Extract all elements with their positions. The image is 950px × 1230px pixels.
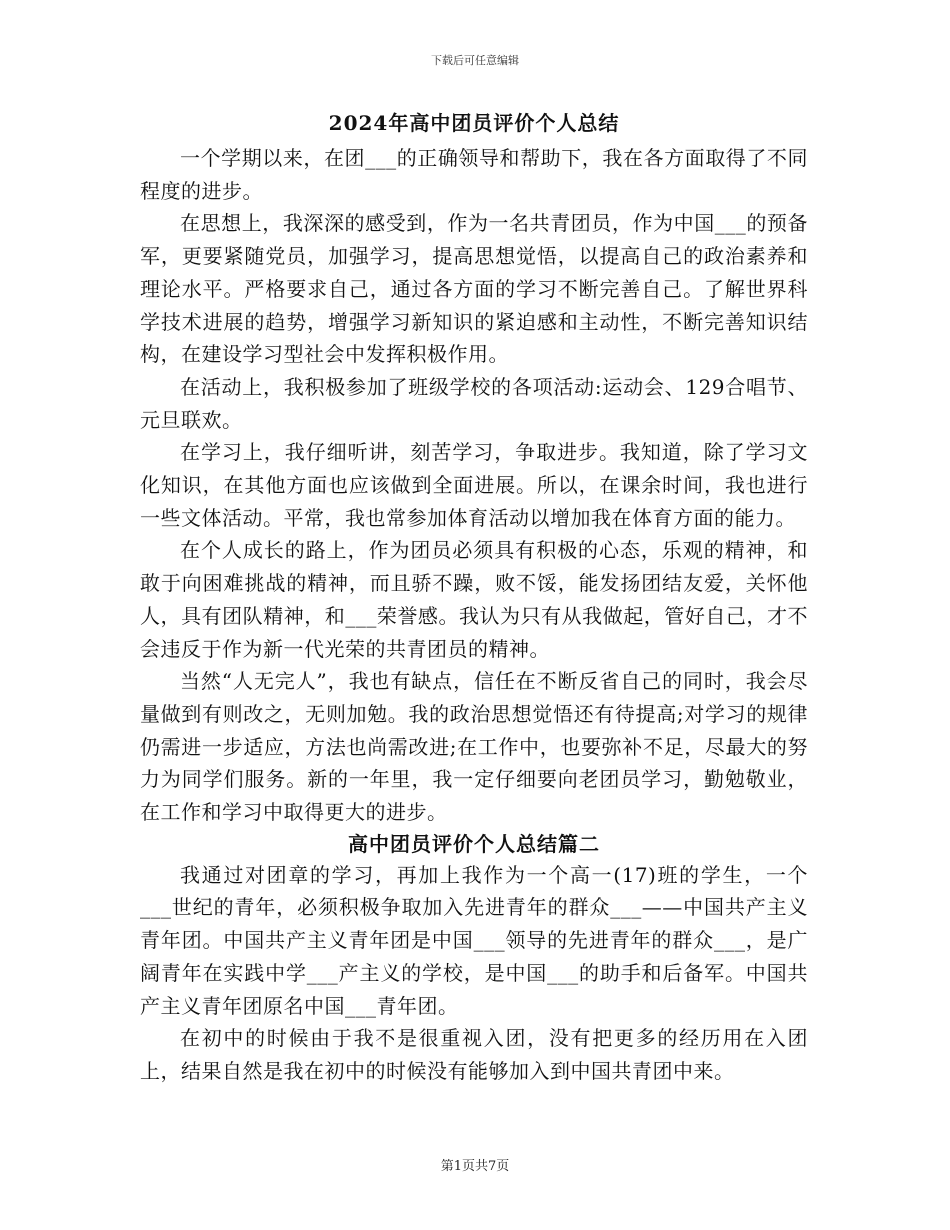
paragraph: 在学习上，我仔细听讲，刻苦学习，争取进步。我知道，除了学习文化知识，在其他方面也应该做到全面进展。所以，在课余时间，我也进行一些文体活动。平常，我也常参加体育活动以增加我在体育方面的能力。 [140, 440, 808, 530]
paragraph: 在初中的时候由于我不是很重视入团，没有把更多的经历用在入团上，结果自然是我在初中的时候没有能够加入到中国共青团中来。 [140, 1026, 808, 1083]
paragraph: 在思想上，我深深的感受到，作为一名共青团员，作为中国___的预备军，更要紧随党员，加强学习，提高思想觉悟，以提高自己的政治素养和理论水平。严格要求自己，通过各方面的学习不断完善自己。了解世界科学技术进展的趋势，增强学习新知识的紧迫感和主动性，不断完善知识结构，在建设学习型社会中发挥积极作用。 [140, 211, 808, 367]
paragraph: 我通过对团章的学习，再加上我作为一个高一(17)班的学生，一个___世纪的青年，必须积极争取加入先进青年的群众___——中国共产主义青年团。中国共产主义青年团是中国___领导的先进青年的群众___，是广阔青年在实践中学___产主义的学校，是中国___的助手和后备军。中国共产主义青年团原名中国___青年团。 [140, 862, 808, 1018]
section-title: 高中团员评价个人总结篇二 [348, 831, 600, 856]
page-footer: 第1页共7页 [440, 1159, 510, 1174]
paragraph: 一个学期以来，在团___的正确领导和帮助下，我在各方面取得了不同程度的进步。 [140, 146, 808, 203]
paragraph: 在活动上，我积极参加了班级学校的各项活动:运动会、129合唱节、元旦联欢。 [140, 374, 808, 432]
document-title: 2024年高中团员评价个人总结 [328, 111, 620, 135]
paragraph: 当然“人无完人”，我也有缺点，信任在不断反省自己的同时，我会尽量做到有则改之，无则加勉。我的政治思想觉悟还有待提高;对学习的规律仍需进一步适应，方法也尚需改进;在工作中，也要弥补不足，尽最大的努力为同学们服务。新的一年里，我一定仔细要向老团员学习，勤勉敬业，在工作和学习中取得更大的进步。 [140, 669, 808, 825]
header-note: 下载后可任意编辑 [431, 54, 519, 67]
paragraph: 在个人成长的路上，作为团员必须具有积极的心态，乐观的精神，和敢于向困难挑战的精神，而且骄不躁，败不馁，能发扬团结友爱，关怀他人，具有团队精神，和___荣誉感。我认为只有从我做起，管好自己，才不会违反于作为新一代光荣的共青团员的精神。 [140, 538, 808, 661]
document-body [140, 104, 808, 1088]
